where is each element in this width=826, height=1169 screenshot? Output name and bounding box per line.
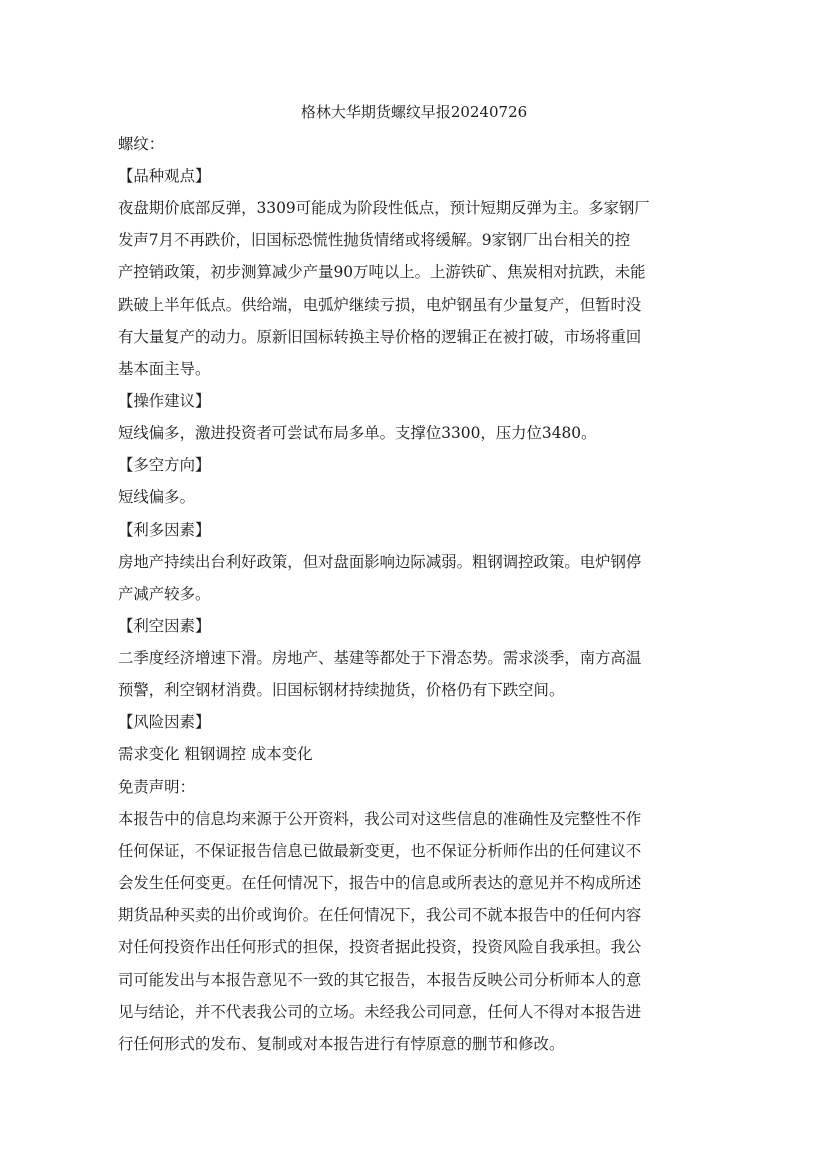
bearish-line: 预警，利空钢材消费。旧国标钢材持续抛货，价格仍有下跌空间。 <box>118 681 565 700</box>
disclaimer-line: 任何保证，不保证报告信息已做最新变更，也不保证分析师作出的任何建议不 <box>118 841 642 860</box>
bullish-line: 房地产持续出台利好政策，但对盘面影响边际减弱。粗钢调控政策。电炉钢停 <box>118 552 642 571</box>
view-line: 夜盘期价底部反弹，3309可能成为阶段性低点，预计短期反弹为主。多家钢厂 <box>118 199 650 217</box>
advice-heading: 【操作建议】 <box>118 392 211 411</box>
report-title: 格林大华期货螺纹早报20240726 <box>300 103 528 121</box>
bearish-line: 二季度经济增速下滑。房地产、基建等都处于下滑态势。需求淡季，南方高温 <box>118 649 642 668</box>
risk-heading: 【风险因素】 <box>118 713 211 732</box>
direction-line: 短线偏多。 <box>118 488 195 507</box>
disclaimer-heading: 免责声明： <box>118 777 195 796</box>
bearish-paragraph <box>118 642 710 706</box>
product-label: 螺纹： <box>118 135 165 153</box>
disclaimer-line: 见与结论，并不代表我公司的立场。未经我公司同意，任何人不得对本报告进 <box>118 1002 642 1021</box>
view-line: 发声7月不再跌价，旧国标恐慌性抛货情绪或将缓解。9家钢厂出台相关的控 <box>118 231 631 250</box>
view-line: 产控销政策，初步测算减少产量90万吨以上。上游铁矿、焦炭相对抗跌，未能 <box>118 263 646 282</box>
disclaimer-line: 对任何投资作出任何形式的担保，投资者据此投资，投资风险自我承担。我公 <box>118 938 642 957</box>
bearish-heading: 【利空因素】 <box>118 617 211 636</box>
risk-paragraph <box>118 738 710 770</box>
view-line: 跌破上半年低点。供给端，电弧炉继续亏损，电炉钢虽有少量复产，但暂时没 <box>118 295 642 314</box>
disclaimer-line: 司可能发出与本报告意见不一致的其它报告，本报告反映公司分析师本人的意 <box>118 970 642 989</box>
disclaimer-line: 行任何形式的发布、复制或对本报告进行有悖原意的删节和修改。 <box>118 1035 565 1054</box>
view-heading: 【品种观点】 <box>118 167 211 185</box>
view-line: 有大量复产的动力。原新旧国标转换主导价格的逻辑正在被打破，市场将重回 <box>118 327 642 346</box>
advice-paragraph <box>118 417 710 449</box>
disclaimer-line: 期货品种买卖的出价或询价。在任何情况下，我公司不就本报告中的任何内容 <box>118 906 642 925</box>
bullish-heading: 【利多因素】 <box>118 520 211 539</box>
disclaimer-line: 会发生任何变更。在任何情况下，报告中的信息或所表达的意见并不构成所述 <box>118 874 642 893</box>
bullish-paragraph <box>118 546 710 610</box>
risk-line: 需求变化 粗钢调控 成本变化 <box>118 745 313 764</box>
view-line: 基本面主导。 <box>118 360 211 379</box>
disclaimer-paragraph <box>118 803 710 1061</box>
report-page <box>118 98 710 1060</box>
advice-line: 短线偏多，激进投资者可尝试布局多单。支撑位3300，压力位3480。 <box>118 424 597 443</box>
disclaimer-line: 本报告中的信息均来源于公开资料，我公司对这些信息的准确性及完整性不作 <box>118 809 642 828</box>
direction-paragraph <box>118 481 710 513</box>
direction-heading: 【多空方向】 <box>118 456 211 475</box>
view-paragraph <box>118 192 710 385</box>
bullish-line: 产减产较多。 <box>118 584 211 603</box>
